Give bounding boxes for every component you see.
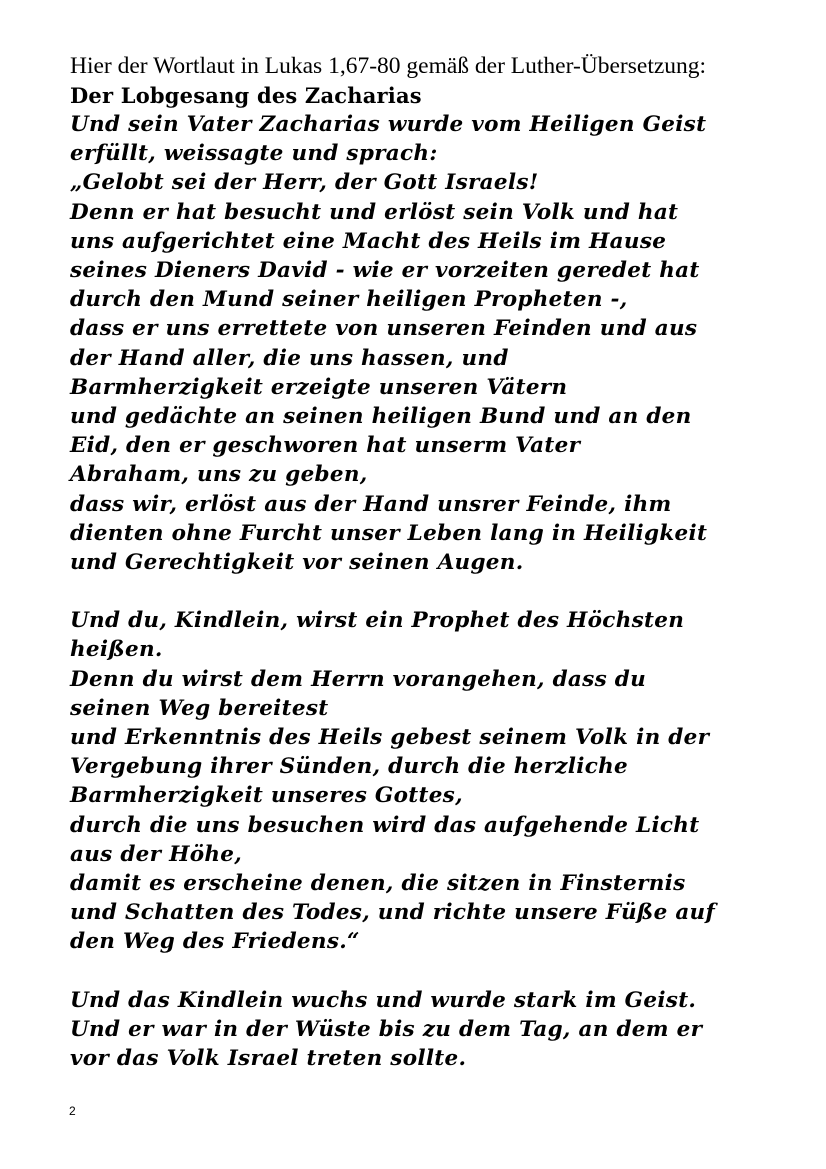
verse-line: und Schatten des Todes, und richte unsere Füße auf [70,900,716,926]
document-body [70,52,790,1073]
verse-line: vor das Volk Israel treten sollte. [70,1046,467,1072]
verse-line: und gedächte an seinen heiligen Bund und an den [70,404,692,430]
verse-line: dass wir, erlöst aus der Hand unsrer Feinde, ihm [70,491,672,517]
verse-paragraph-3 [70,986,790,1074]
verse-line: Eid, den er geschworen hat unserm Vater [70,433,581,459]
page-number: 2 [69,1104,76,1118]
paragraph-gap [70,577,790,606]
verse-line: Barmherzigkeit erzeigte unseren Vätern [70,374,568,400]
verse-line: der Hand aller, die uns hassen, und [70,345,509,371]
verse-line: erfüllt, weissagte und sprach: [70,141,438,167]
verse-line: heißen. [70,637,163,663]
verse-line: und Gerechtigkeit vor seinen Augen. [70,550,524,576]
verse-line: und Erkenntnis des Heils gebest seinem Volk in der [70,725,710,751]
verse-line: „Gelobt sei der Herr, der Gott Israels! [70,170,539,196]
verse-line: Barmherzigkeit unseres Gottes, [70,783,463,809]
verse-line: seinen Weg bereitest [70,695,329,721]
verse-paragraph-1 [70,110,790,577]
verse-line: durch den Mund seiner heiligen Propheten -, [70,287,628,313]
verse-line: dienten ohne Furcht unser Leben lang in Heiligkeit [70,520,708,546]
verse-paragraph-2 [70,606,790,956]
verse-line: Vergebung ihrer Sünden, durch die herzliche [70,754,629,780]
section-heading: Der Lobgesang des Zacharias [70,83,422,108]
verse-line: dass er uns errettete von unseren Feinden und aus [70,316,698,342]
intro-line: Hier der Wortlaut in Lukas 1,67-80 gemäß der Luther-Übersetzung: [70,53,707,79]
verse-line: uns aufgerichtet eine Macht des Heils im Hause [70,228,667,254]
verse-line: aus der Höhe, [70,841,243,867]
verse-line: Denn er hat besucht und erlöst sein Volk und hat [70,199,679,225]
verse-line: damit es erscheine denen, die sitzen in Finsternis [70,871,686,897]
verse-line: Denn du wirst dem Herrn vorangehen, dass du [70,666,647,692]
verse-line: durch die uns besuchen wird das aufgehende Licht [70,812,700,838]
paragraph-gap [70,957,790,986]
verse-line: Abraham, uns zu geben, [70,462,368,488]
verse-line: Und du, Kindlein, wirst ein Prophet des Höchsten [70,608,685,634]
verse-line: seines Dieners David - wie er vorzeiten geredet hat [70,258,700,284]
verse-line: Und sein Vater Zacharias wurde vom Heiligen Geist [70,112,707,137]
verse-line: Und das Kindlein wuchs und wurde stark im Geist. [70,987,697,1013]
verse-line: den Weg des Friedens.“ [70,929,360,955]
verse-line: Und er war in der Wüste bis zu dem Tag, an dem er [70,1016,703,1042]
